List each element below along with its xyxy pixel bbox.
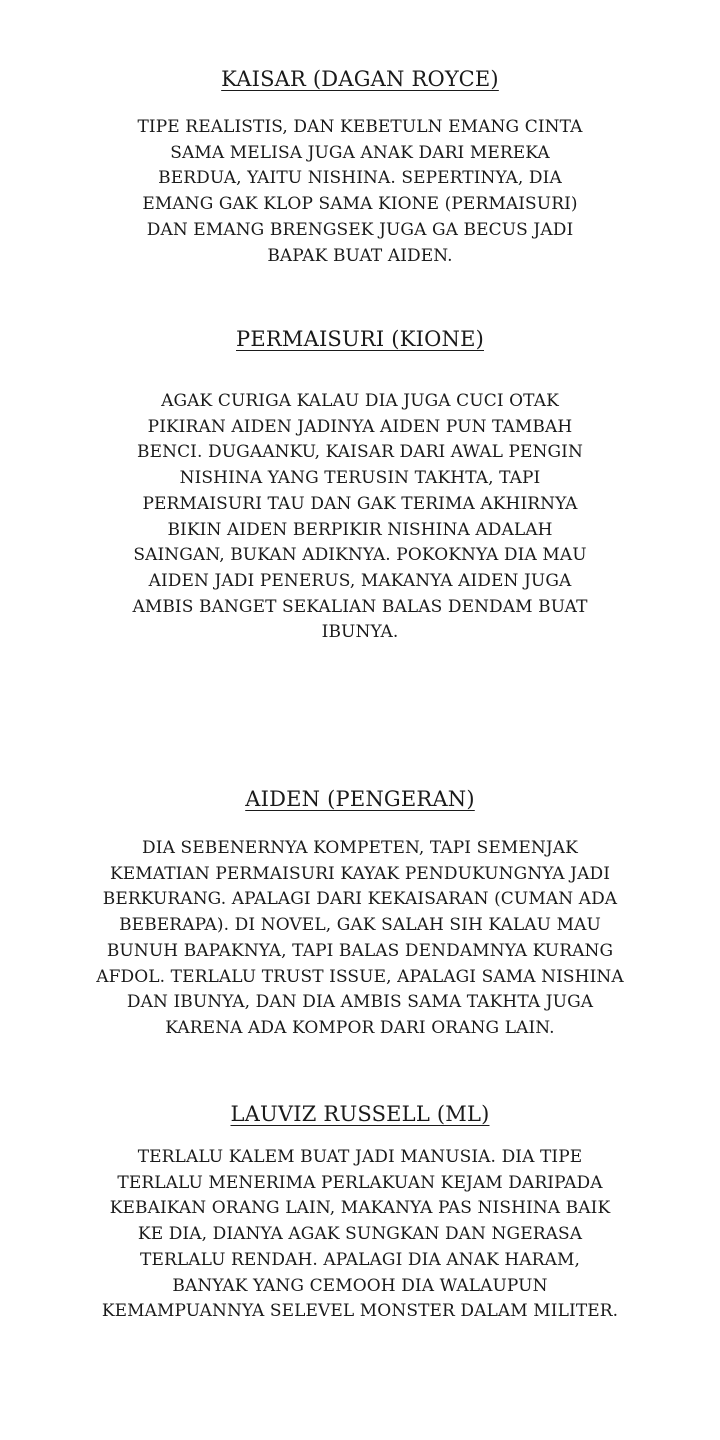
section-heading: LAUVIZ RUSSELL (ML)	[230, 1102, 490, 1126]
section-heading: KAISAR (DAGAN ROYCE)	[221, 67, 499, 91]
body-line: BAPAK BUAT AIDEN.	[267, 245, 453, 266]
body-line: KARENA ADA KOMPOR DARI ORANG LAIN.	[165, 1017, 555, 1038]
body-line: AIDEN JADI PENERUS, MAKANYA AIDEN JUGA	[148, 570, 572, 591]
section-body	[0, 836, 720, 1042]
body-line: DIA SEBENERNYA KOMPETEN, TAPI SEMENJAK	[142, 838, 578, 858]
body-line: DAN IBUNYA, DAN DIA AMBIS SAMA TAKHTA JUGA	[126, 992, 594, 1013]
body-line: NISHINA YANG TERUSIN TAKHTA, TAPI	[179, 468, 541, 489]
body-line: BERKURANG. APALAGI DARI KEKAISARAN (CUMAN ADA	[102, 889, 618, 910]
body-line: TIPE REALISTIS, DAN KEBETULN EMANG CINTA	[137, 117, 583, 137]
body-line: TERLALU KALEM BUAT JADI MANUSIA. DIA TIPE	[137, 1147, 583, 1167]
body-line: AFDOL. TERLALU TRUST ISSUE, APALAGI SAMA NISHINA	[96, 966, 624, 987]
section-body	[0, 389, 720, 646]
body-line: SAMA MELISA JUGA ANAK DARI MEREKA	[170, 142, 550, 163]
body-line: BANYAK YANG CEMOOH DIA WALAUPUN	[172, 1275, 548, 1296]
section-aiden	[0, 786, 720, 1042]
body-line: IBUNYA.	[321, 622, 399, 643]
body-line: AGAK CURIGA KALAU DIA JUGA CUCI OTAK	[161, 391, 559, 411]
body-line: AMBIS BANGET SEKALIAN BALAS DENDAM BUAT	[132, 596, 588, 617]
body-line: KEMATIAN PERMAISURI KAYAK PENDUKUNGNYA JADI	[109, 863, 611, 884]
body-line: SAINGAN, BUKAN ADIKNYA. POKOKNYA DIA MAU	[133, 545, 587, 566]
section-permaisuri	[0, 326, 720, 646]
body-line: PIKIRAN AIDEN JADINYA AIDEN PUN TAMBAH	[147, 416, 573, 437]
body-line: PERMAISURI TAU DAN GAK TERIMA AKHIRNYA	[142, 493, 578, 514]
section-body	[0, 1145, 720, 1325]
body-line: TERLALU MENERIMA PERLAKUAN KEJAM DARIPADA	[117, 1172, 603, 1193]
section-body	[0, 115, 720, 269]
body-line: EMANG GAK KLOP SAMA KIONE (PERMAISURI)	[142, 194, 578, 215]
body-line: DAN EMANG BRENGSEK JUGA GA BECUS JADI	[146, 219, 574, 240]
body-line: BUNUH BAPAKNYA, TAPI BALAS DENDAMNYA KURANG	[106, 940, 614, 961]
section-heading: AIDEN (PENGERAN)	[245, 787, 475, 811]
body-line: TERLALU RENDAH. APALAGI DIA ANAK HARAM,	[140, 1249, 580, 1270]
body-line: BIKIN AIDEN BERPIKIR NISHINA ADALAH	[167, 519, 553, 540]
section-lauviz	[0, 1101, 720, 1325]
body-line: BERDUA, YAITU NISHINA. SEPERTINYA, DIA	[158, 168, 562, 189]
body-line: KEMAMPUANNYA SELEVEL MONSTER DALAM MILITER.	[101, 1301, 619, 1322]
body-line: KE DIA, DIANYA AGAK SUNGKAN DAN NGERASA	[137, 1224, 583, 1245]
body-line: BENCI. DUGAANKU, KAISAR DARI AWAL PENGIN	[137, 442, 583, 463]
section-heading: PERMAISURI (KIONE)	[236, 327, 484, 351]
section-kaisar	[0, 66, 720, 269]
body-line: KEBAIKAN ORANG LAIN, MAKANYA PAS NISHINA BAIK	[109, 1198, 611, 1219]
body-line: BEBERAPA). DI NOVEL, GAK SALAH SIH KALAU MAU	[119, 915, 601, 936]
